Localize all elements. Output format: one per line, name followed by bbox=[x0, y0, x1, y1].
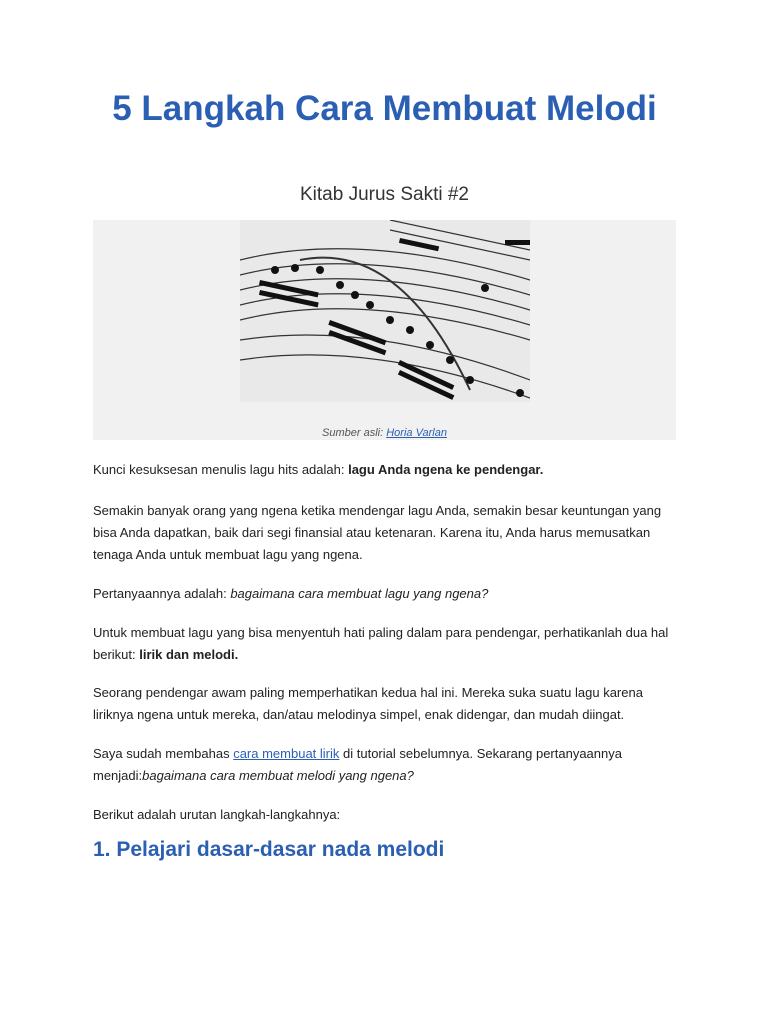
p4-bold: lirik dan melodi. bbox=[139, 647, 239, 662]
caption-source-link[interactable]: Horia Varlan bbox=[386, 427, 447, 439]
p4-text: Untuk membuat lagu yang bisa menyentuh hati paling dalam para pendengar, perhatikanlah dua hal berikut: bbox=[93, 625, 669, 662]
p3-italic: bagaimana cara membuat lagu yang ngena? bbox=[230, 586, 489, 601]
paragraph-4 bbox=[93, 622, 678, 666]
p6-italic: bagaimana cara membuat melodi yang ngena? bbox=[142, 768, 414, 783]
p6-text-2: di tutorial sebelumnya. Sekarang pertanyaannya menjadi: bbox=[93, 746, 622, 783]
figure-caption bbox=[93, 427, 676, 439]
paragraph-7: Berikut adalah urutan langkah-langkahnya: bbox=[93, 807, 341, 822]
p3-text: Pertanyaannya adalah: bbox=[93, 586, 231, 601]
paragraph-3 bbox=[93, 583, 683, 605]
paragraph-6 bbox=[93, 743, 663, 787]
lyrics-tutorial-link[interactable]: cara membuat lirik bbox=[233, 746, 340, 761]
p1-bold: lagu Anda ngena ke pendengar. bbox=[348, 462, 544, 477]
section-heading-1: 1. Pelajari dasar-dasar nada melodi bbox=[93, 838, 445, 861]
p6-text: Saya sudah membahas bbox=[93, 746, 234, 761]
figure bbox=[93, 220, 676, 440]
page-title: 5 Langkah Cara Membuat Melodi bbox=[112, 89, 657, 128]
paragraph-2: Semakin banyak orang yang ngena ketika mendengar lagu Anda, semakin besar keuntungan yang bisa Anda dapatkan, baik dari segi finansial atau ketenaran. Karena itu, Anda harus memusatkan tenaga Anda untuk membuat lagu yang ngena. bbox=[93, 503, 662, 562]
paragraph-5: Seorang pendengar awam paling memperhatikan kedua hal ini. Mereka suka suatu lagu karena liriknya ngena untuk mereka, dan/atau melodinya simpel, enak didengar, dan mudah diingat. bbox=[93, 685, 643, 722]
p1-text: Kunci kesuksesan menulis lagu hits adalah: bbox=[93, 462, 349, 477]
paragraph-1 bbox=[93, 459, 683, 481]
page-subtitle: Kitab Jurus Sakti #2 bbox=[300, 184, 469, 205]
sheet-music-image bbox=[240, 220, 530, 402]
caption-prefix: Sumber asli: bbox=[322, 427, 384, 439]
